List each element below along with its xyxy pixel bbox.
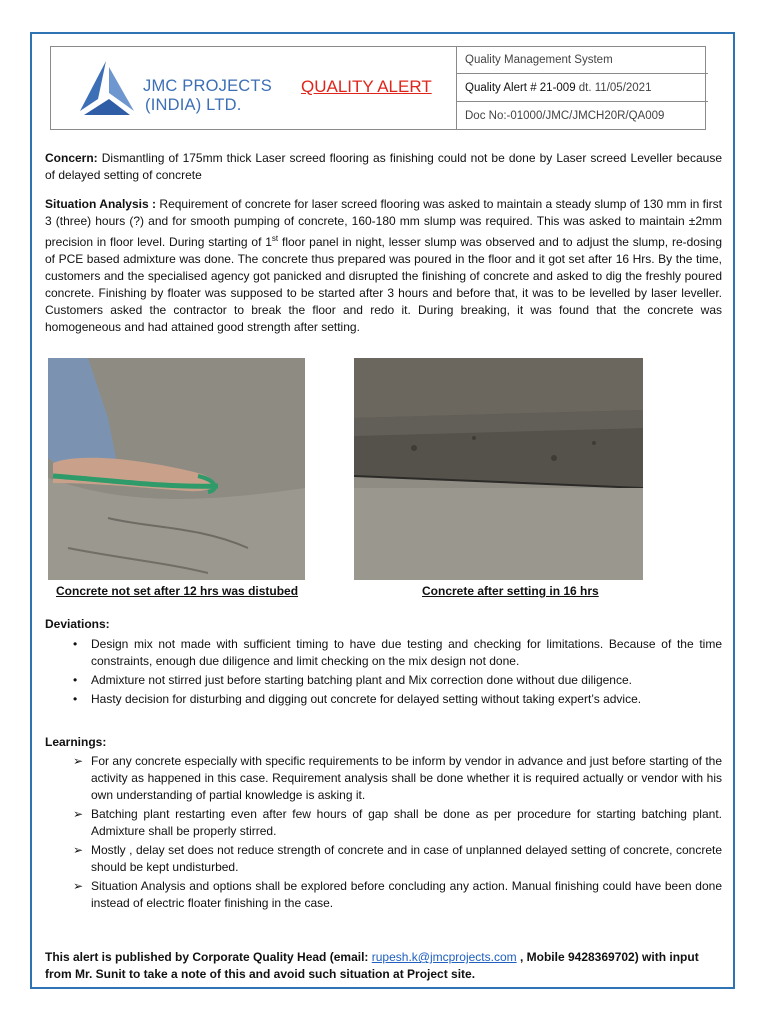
list-item: ➢ Situation Analysis and options shall be explored before concluding any action. Manual finishing could have been done instead of electric floater finishing in the case. (73, 879, 722, 910)
alert-number: Quality Alert # 21-009 (465, 82, 576, 94)
doc-number: Doc No:-01000/JMC/JMCH20R/QA009 (465, 110, 665, 122)
deviations-list (45, 636, 722, 710)
photo-set-concrete-image (354, 358, 643, 580)
concern-label: Concern: (45, 151, 98, 165)
bullet-dot-icon: • (73, 673, 78, 687)
photo-unset-concrete (48, 358, 305, 580)
company-name-line1: JMC PROJECTS (143, 77, 272, 95)
photo-caption-set: Concrete after setting in 16 hrs (422, 584, 599, 598)
situation-paragraph (45, 196, 722, 336)
quality-alert-title: QUALITY ALERT (301, 77, 432, 96)
bullet-arrow-icon: ➢ (73, 754, 84, 768)
situation-text-a: Requirement of concrete for laser screed flooring was asked to maintain a steady slump of 130 mm in first 3 (three) hours (?) and for smooth pumping of concrete, 160-180 mm slump was required. This was asked to maintain ±2mm precision in floor level. During starting of 1 (45, 197, 723, 249)
bullet-arrow-icon: ➢ (73, 879, 84, 893)
alert-date: dt. 11/05/2021 (575, 82, 652, 94)
bullet-dot-icon: • (73, 637, 78, 651)
bullet-arrow-icon: ➢ (73, 807, 84, 821)
header-meta (456, 46, 708, 130)
bullet-arrow-icon: ➢ (73, 843, 84, 857)
deviations-title: Deviations: (45, 617, 110, 631)
situation-text-b: floor panel in night, lesser slump was observed and to adjust the slump, re-dosing of PCE based admixture was done. The concrete thus prepared was poured in the floor and it got set after 16 Hrs. By the time, customers and the specialised agency got panicked and disrupted the finishing of concrete and asked to dig the freshly poured concrete. Finishing by floater was supposed to be started after 3 hours and before that, it was to be levelled by laser leveller. Customers asked the contractor to break the floor and redo it. During breaking, it was found that the concrete was homogeneous and had attained good strength after setting. (45, 235, 722, 334)
concern-paragraph (45, 150, 722, 184)
situation-label: Situation Analysis : (45, 197, 157, 211)
company-logo-icon (76, 59, 136, 117)
company-name (143, 77, 272, 115)
list-item: • Hasty decision for disturbing and digging out concrete for delayed setting without taking expert’s advice. (73, 692, 642, 706)
list-item: ➢ Mostly , delay set does not reduce strength of concrete and in case of unplanned delayed setting of concrete, concrete should be kept undisturbed. (73, 843, 722, 874)
list-item: • Design mix not made with sufficient timing to have due testing and checking for limitations. Because of the time constraints, enough due diligence and limit checking on the mix design not done. (73, 637, 722, 668)
company-name-line2: (INDIA) LTD. (145, 96, 242, 114)
alert-number-row (457, 74, 708, 102)
photo-unset-concrete-image (48, 358, 305, 580)
list-item: ➢ Batching plant restarting even after few hours of gap shall be done as per procedure for starting batching plant. Admixture shall be properly stirred. (73, 807, 722, 838)
photo-set-concrete (354, 358, 643, 580)
learnings-title: Learnings: (45, 735, 107, 749)
list-item: • Admixture not stirred just before starting batching plant and Mix correction done without due diligence. (73, 673, 632, 687)
photo-caption-unset: Concrete not set after 12 hrs was distubed (56, 584, 299, 598)
concern-text: Dismantling of 175mm thick Laser screed flooring as finishing could not be done by Laser screed Leveller because of delayed setting of concrete (45, 151, 722, 182)
header-table (50, 46, 706, 130)
footer-note: This alert is published by Corporate Quality Head (email: rupesh.k@jmcprojects.com , Mobile 9428369702) with input from Mr. Sunit to take a note of this and avoid such situation at Project site. (45, 950, 699, 981)
email-link[interactable]: rupesh.k@jmcprojects.com (371, 950, 517, 964)
qms-label: Quality Management System (457, 46, 708, 74)
list-item: ➢ For any concrete especially with specific requirements to be inform by vendor in advance and just before starting of the activity as happened in this case. Requirement analysis shall be done whether it is required actually or vendor with his own understanding of partial knowledge is asking it. (73, 754, 722, 802)
learnings-list (45, 753, 722, 914)
situation-sup: st (271, 234, 279, 243)
bullet-dot-icon: • (73, 692, 78, 706)
